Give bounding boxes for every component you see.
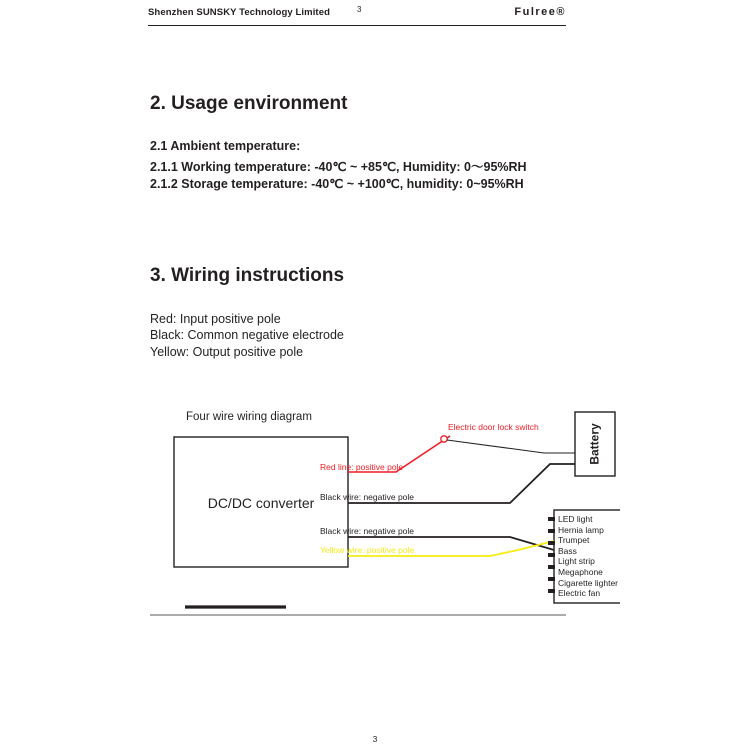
header-page-marker: 3: [357, 5, 362, 14]
yellow-wire-note: Yellow wire: positive pole: [320, 545, 415, 555]
wiring-diagram-svg: [150, 400, 620, 625]
load-terminal-6: [548, 577, 555, 581]
working-temperature-text: 2.1.1 Working temperature: -40℃ ~ +85℃, Humidity: 0～95%RH: [150, 160, 527, 174]
diagram-caption: Four wire wiring diagram: [186, 411, 312, 423]
usage-environment-heading: 2. Usage environment: [150, 93, 348, 114]
header-brand: Fulree®: [514, 6, 566, 18]
wiring-yellow-text: Yellow: Output positive pole: [150, 345, 304, 359]
footer-page-number: 3: [372, 734, 378, 744]
four-wire-wiring-diagram: [150, 400, 620, 625]
battery-label: Battery: [588, 423, 603, 465]
list-item: Trumpet: [558, 535, 590, 546]
battery-label-wrap: [577, 415, 613, 473]
load-terminal-2: [548, 529, 555, 533]
load-terminal-3: [548, 541, 555, 545]
load-terminal-4: [548, 553, 555, 557]
black-wire-note-2: Black wire: negative pole: [320, 526, 415, 536]
list-item: Cigarette lighter: [558, 577, 619, 588]
red-wire-right: [447, 440, 575, 453]
load-list: [558, 514, 624, 599]
list-item: Megaphone: [558, 566, 603, 577]
red-line-note: Red line: positive pole: [320, 462, 404, 472]
wiring-black-text: Black: Common negative electrode: [150, 328, 344, 342]
wiring-instructions-heading: 3. Wiring instructions: [150, 265, 345, 286]
list-item: LED light: [558, 514, 593, 524]
lock-switch-label: Electric door lock switch: [448, 422, 539, 432]
header-company-name: Shenzhen SUNSKY Technology Limited: [148, 7, 330, 18]
list-item: Electric fan: [558, 588, 601, 599]
list-item: Light strip: [558, 556, 595, 567]
storage-temperature-text: 2.1.2 Storage temperature: -40℃ ~ +100℃, humidity: 0~95%RH: [150, 177, 524, 191]
black-wire-note-1: Black wire: negative pole: [320, 492, 415, 502]
converter-label: DC/DC converter: [207, 495, 315, 511]
load-terminal-7: [548, 589, 555, 593]
page-header: [148, 6, 566, 26]
wiring-red-text: Red: Input positive pole: [150, 312, 281, 326]
ambient-temperature-label: 2.1 Ambient temperature:: [150, 139, 301, 153]
header-divider: [148, 25, 566, 26]
load-terminal-1: [548, 517, 555, 521]
load-terminal-5: [548, 565, 555, 569]
list-item: Bass: [558, 545, 577, 556]
list-item: Hernia lamp: [558, 524, 604, 535]
lock-switch-terminal-icon: [441, 436, 447, 442]
